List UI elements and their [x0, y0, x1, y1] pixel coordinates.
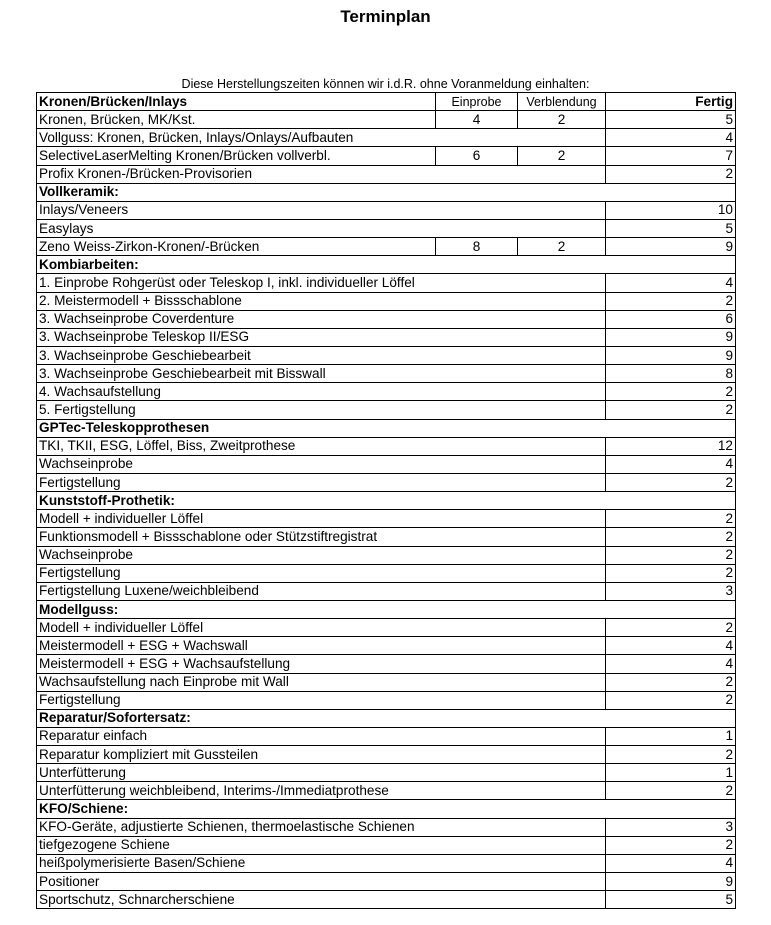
section-title: Reparatur/Sofortersatz:: [37, 709, 736, 727]
table-row: [37, 274, 736, 292]
fertig-value: 7: [606, 147, 736, 165]
verblendung-value: 2: [518, 238, 606, 256]
table-row: [37, 455, 736, 473]
fertig-value: 2: [606, 673, 736, 691]
row-label: 3. Wachseinprobe Geschiebearbeit mit Bisswall: [37, 365, 606, 383]
fertig-value: 2: [606, 782, 736, 800]
fertig-value: 2: [606, 292, 736, 310]
table-row: [37, 292, 736, 310]
row-label: Unterfütterung weichbleibend, Interims-/Immediatprothese: [37, 782, 606, 800]
fertig-value: 4: [606, 274, 736, 292]
section-header: [37, 709, 736, 727]
fertig-value: 3: [606, 582, 736, 600]
table-row: [37, 582, 736, 600]
row-label: Wachsaufstellung nach Einprobe mit Wall: [37, 673, 606, 691]
row-label: TKI, TKII, ESG, Löffel, Biss, Zweitprothese: [37, 437, 606, 455]
row-label: KFO-Geräte, adjustierte Schienen, thermoelastische Schienen: [37, 818, 606, 836]
section-header: [37, 93, 736, 111]
table-row: [37, 528, 736, 546]
section-title: Modellguss:: [37, 600, 736, 618]
table-row: [37, 655, 736, 673]
fertig-value: 2: [606, 528, 736, 546]
row-label: Wachseinprobe: [37, 455, 606, 473]
table-row: [37, 727, 736, 745]
row-label: Reparatur kompliziert mit Gussteilen: [37, 746, 606, 764]
row-label: 2. Meistermodell + Bissschablone: [37, 292, 606, 310]
fertig-value: 2: [606, 691, 736, 709]
row-label: Kronen, Brücken, MK/Kst.: [37, 111, 436, 129]
fertig-value: 10: [606, 201, 736, 219]
table-row: [37, 310, 736, 328]
row-label: Fertigstellung Luxene/weichbleibend: [37, 582, 606, 600]
row-label: 5. Fertigstellung: [37, 401, 606, 419]
table-row: [37, 854, 736, 872]
fertig-value: 3: [606, 818, 736, 836]
table-row: [37, 510, 736, 528]
row-label: Fertigstellung: [37, 473, 606, 491]
row-label: Sportschutz, Schnarcherschiene: [37, 891, 606, 909]
row-label: Zeno Weiss-Zirkon-Kronen/-Brücken: [37, 238, 436, 256]
row-label: Modell + individueller Löffel: [37, 510, 606, 528]
fertig-value: 2: [606, 383, 736, 401]
verblendung-value: 2: [518, 147, 606, 165]
row-label: Positioner: [37, 873, 606, 891]
row-label: Fertigstellung: [37, 691, 606, 709]
fertig-value: 5: [606, 219, 736, 237]
fertig-value: 5: [606, 891, 736, 909]
section-title: KFO/Schiene:: [37, 800, 736, 818]
fertig-value: 2: [606, 473, 736, 491]
column-header-fertig: Fertig: [606, 93, 736, 111]
section-header: [37, 492, 736, 510]
fertig-value: 1: [606, 764, 736, 782]
section-header: [37, 800, 736, 818]
page-subtitle: Diese Herstellungszeiten können wir i.d.R. ohne Voranmeldung einhalten:: [181, 77, 590, 91]
table-row: [37, 746, 736, 764]
row-label: tiefgezogene Schiene: [37, 836, 606, 854]
fertig-value: 2: [606, 546, 736, 564]
fertig-value: 1: [606, 727, 736, 745]
fertig-value: 9: [606, 873, 736, 891]
verblendung-value: 2: [518, 111, 606, 129]
table-row: [37, 147, 736, 165]
column-header-verblendung: Verblendung: [518, 93, 606, 111]
row-label: 3. Wachseinprobe Teleskop II/ESG: [37, 328, 606, 346]
table-row: [37, 383, 736, 401]
fertig-value: 2: [606, 836, 736, 854]
fertig-value: 8: [606, 365, 736, 383]
fertig-value: 2: [606, 619, 736, 637]
table-row: [37, 546, 736, 564]
table-row: [37, 691, 736, 709]
row-label: SelectiveLaserMelting Kronen/Brücken vollverbl.: [37, 147, 436, 165]
section-header: [37, 600, 736, 618]
fertig-value: 4: [606, 129, 736, 147]
fertig-value: 4: [606, 655, 736, 673]
row-label: Unterfütterung: [37, 764, 606, 782]
table-row: [37, 165, 736, 183]
row-label: 3. Wachseinprobe Geschiebearbeit: [37, 346, 606, 364]
section-header: [37, 256, 736, 274]
table-row: [37, 437, 736, 455]
section-header: [37, 419, 736, 437]
table-row: [37, 836, 736, 854]
table-row: [37, 564, 736, 582]
column-header-einprobe: Einprobe: [436, 93, 518, 111]
fertig-value: 9: [606, 346, 736, 364]
row-label: Meistermodell + ESG + Wachswall: [37, 637, 606, 655]
fertig-value: 2: [606, 564, 736, 582]
table-row: [37, 219, 736, 237]
table-row: [37, 473, 736, 491]
section-title: Vollkeramik:: [37, 183, 736, 201]
table-row: [37, 619, 736, 637]
section-header: [37, 183, 736, 201]
table-row: [37, 111, 736, 129]
row-label: heißpolymerisierte Basen/Schiene: [37, 854, 606, 872]
fertig-value: 4: [606, 854, 736, 872]
row-label: Profix Kronen-/Brücken-Provisorien: [37, 165, 606, 183]
section-title: GPTec-Teleskopprothesen: [37, 419, 736, 437]
row-label: 1. Einprobe Rohgerüst oder Teleskop I, inkl. individueller Löffel: [37, 274, 606, 292]
table-row: [37, 764, 736, 782]
table-row: [37, 129, 736, 147]
section-title: Kronen/Brücken/Inlays: [37, 93, 436, 111]
einprobe-value: 4: [436, 111, 518, 129]
table-row: [37, 401, 736, 419]
row-label: Modell + individueller Löffel: [37, 619, 606, 637]
fertig-value: 9: [606, 238, 736, 256]
fertig-value: 2: [606, 165, 736, 183]
row-label: 4. Wachsaufstellung: [37, 383, 606, 401]
table-row: [37, 873, 736, 891]
row-label: Easylays: [37, 219, 606, 237]
fertig-value: 2: [606, 401, 736, 419]
fertig-value: 12: [606, 437, 736, 455]
row-label: Fertigstellung: [37, 564, 606, 582]
fertig-value: 4: [606, 455, 736, 473]
table-row: [37, 346, 736, 364]
table-row: [37, 782, 736, 800]
einprobe-value: 6: [436, 147, 518, 165]
fertig-value: 2: [606, 746, 736, 764]
einprobe-value: 8: [436, 238, 518, 256]
row-label: Reparatur einfach: [37, 727, 606, 745]
row-label: Meistermodell + ESG + Wachsaufstellung: [37, 655, 606, 673]
table-row: [37, 365, 736, 383]
fertig-value: 2: [606, 510, 736, 528]
table-row: [37, 818, 736, 836]
row-label: 3. Wachseinprobe Coverdenture: [37, 310, 606, 328]
row-label: Wachseinprobe: [37, 546, 606, 564]
fertig-value: 9: [606, 328, 736, 346]
table-row: [37, 201, 736, 219]
section-title: Kombiarbeiten:: [37, 256, 736, 274]
fertig-value: 5: [606, 111, 736, 129]
table-row: [37, 637, 736, 655]
schedule-table: [36, 92, 736, 909]
section-title: Kunststoff-Prothetik:: [37, 492, 736, 510]
row-label: Inlays/Veneers: [37, 201, 606, 219]
row-label: Vollguss: Kronen, Brücken, Inlays/Onlays/Aufbauten: [37, 129, 606, 147]
page-title: Terminplan: [340, 7, 431, 26]
fertig-value: 4: [606, 637, 736, 655]
row-label: Funktionsmodell + Bissschablone oder Stützstiftregistrat: [37, 528, 606, 546]
table-row: [37, 673, 736, 691]
table-row: [37, 328, 736, 346]
table-row: [37, 238, 736, 256]
table-row: [37, 891, 736, 909]
fertig-value: 6: [606, 310, 736, 328]
